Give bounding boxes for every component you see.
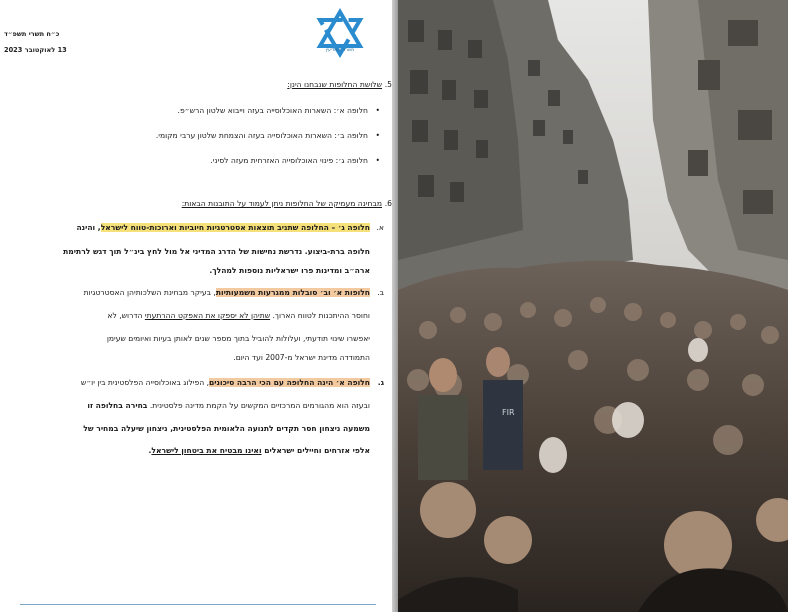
item-c-line4-post: . [148, 446, 152, 455]
item-c-line2 [2, 401, 370, 410]
item-b-line1-rest: , בעיקר מבחינת השלכותיהן האסטרטגיות [83, 288, 216, 297]
logo-caption: משרד המודיעין [325, 48, 355, 53]
shirt-text: FIR [502, 408, 515, 417]
item-c-line2-pre: ובעזה הוא מהגורמים המרכזיים המקשים על הקמת מדינה פלסטינית. [147, 401, 370, 410]
item-a-line1 [2, 223, 384, 232]
item-b-line4: התמודדה מדינת ישראל מ-2007 ועד היום. [233, 353, 370, 362]
section6-heading-text: מבחינה מעמיקה של החלופות ניתן לעמוד על התובנות הבאות: [181, 199, 382, 208]
hebrew-date: כ״ח תשרי תשפ״ד [4, 30, 60, 38]
item-a-line3: ארה״ב ומדינות פרו ישראליות נוספות למהלך. [209, 266, 370, 275]
crowd-photo [398, 0, 788, 612]
item-c-highlight: חלופה א׳ הינה החלופה עם הכי הרבה סיכונים [209, 378, 370, 387]
item-c-marker: ג. [377, 378, 384, 387]
item-a-line1-rest: , והינה [76, 223, 101, 232]
item-b-highlight: חלופות א׳ וב׳ סובלות ממגרעות משמעותיות [215, 288, 370, 297]
section6-heading [181, 199, 392, 208]
item-c-line2-bold: בחירה בחלופה זו [87, 401, 148, 410]
item-c-line4-underlined: ואינו מבטיח את ביטחון לישראל [151, 446, 262, 455]
footer-divider [20, 604, 376, 605]
item-b-line2-underlined: שתיהן לא יספקו את האפקט ההרתעתי [144, 311, 271, 320]
section5-number: 5. [384, 80, 392, 89]
item-c-line3: משמעה ניצחון חסר תקדים לתנועה הלאומית הפלסטינית, ניצחון שיעלה במחיר של [83, 424, 370, 433]
item-b-line2-pre: וחוסר ההיתכנות לטווח הארוך. [270, 311, 370, 320]
section5-heading-text: שלושת החלופות שנבחנו הינן: [287, 80, 382, 89]
crowd-photo-illustration-icon [398, 0, 788, 612]
item-c-line1 [2, 378, 384, 387]
item-c-line4-pre: אלפי אזרחים וחיילים ישראלים [261, 446, 370, 455]
item-a-marker: א. [376, 223, 384, 232]
item-a-highlight: חלופה ג׳ – החלופה שתניב תוצאות אסטרטגיות חיוביות וארוכות-טווח לישראל [100, 223, 370, 232]
section5-item-2: • חלופה ב׳: השארות האוכלוסייה בעזה והצמחת שלטון ערבי מקומי. [156, 131, 368, 140]
section5-heading [287, 80, 392, 89]
item-a-line2: חלופה ברת-ביצוע. נדרשת נחישות של הדרג המדיני אל מול לחץ בינ״ל תוך דגש לרתימת [63, 247, 370, 256]
section6-number: 6. [384, 199, 392, 208]
document-date [4, 26, 67, 58]
section5-item-1: • חלופה א׳: השארות האוכלוסייה בעזה וייבוא שלטון הרש״פ. [178, 106, 368, 115]
item-b-line2-post: הדרוש, לא [107, 311, 145, 320]
item-c-line4 [2, 446, 370, 455]
item-b-line2 [2, 311, 370, 320]
item-c-line1-rest: , הפילוג באוכלוסייה הפלסטינית בין יו״ש [80, 378, 209, 387]
item-b-line3: יאפשרו שינוי תודעתי, ועלולות להוביל בתוך מספר שנים לאותן בעיות ואיומים שעימן [106, 334, 370, 343]
section5-item-3: • חלופה ג׳: פינוי האוכלוסייה האזרחית מעזה לסיני. [210, 156, 368, 165]
gregorian-date: 13 לאוקטובר 2023 [4, 46, 67, 54]
item-b-line1 [2, 288, 384, 297]
item-b-marker: ב. [377, 288, 384, 297]
